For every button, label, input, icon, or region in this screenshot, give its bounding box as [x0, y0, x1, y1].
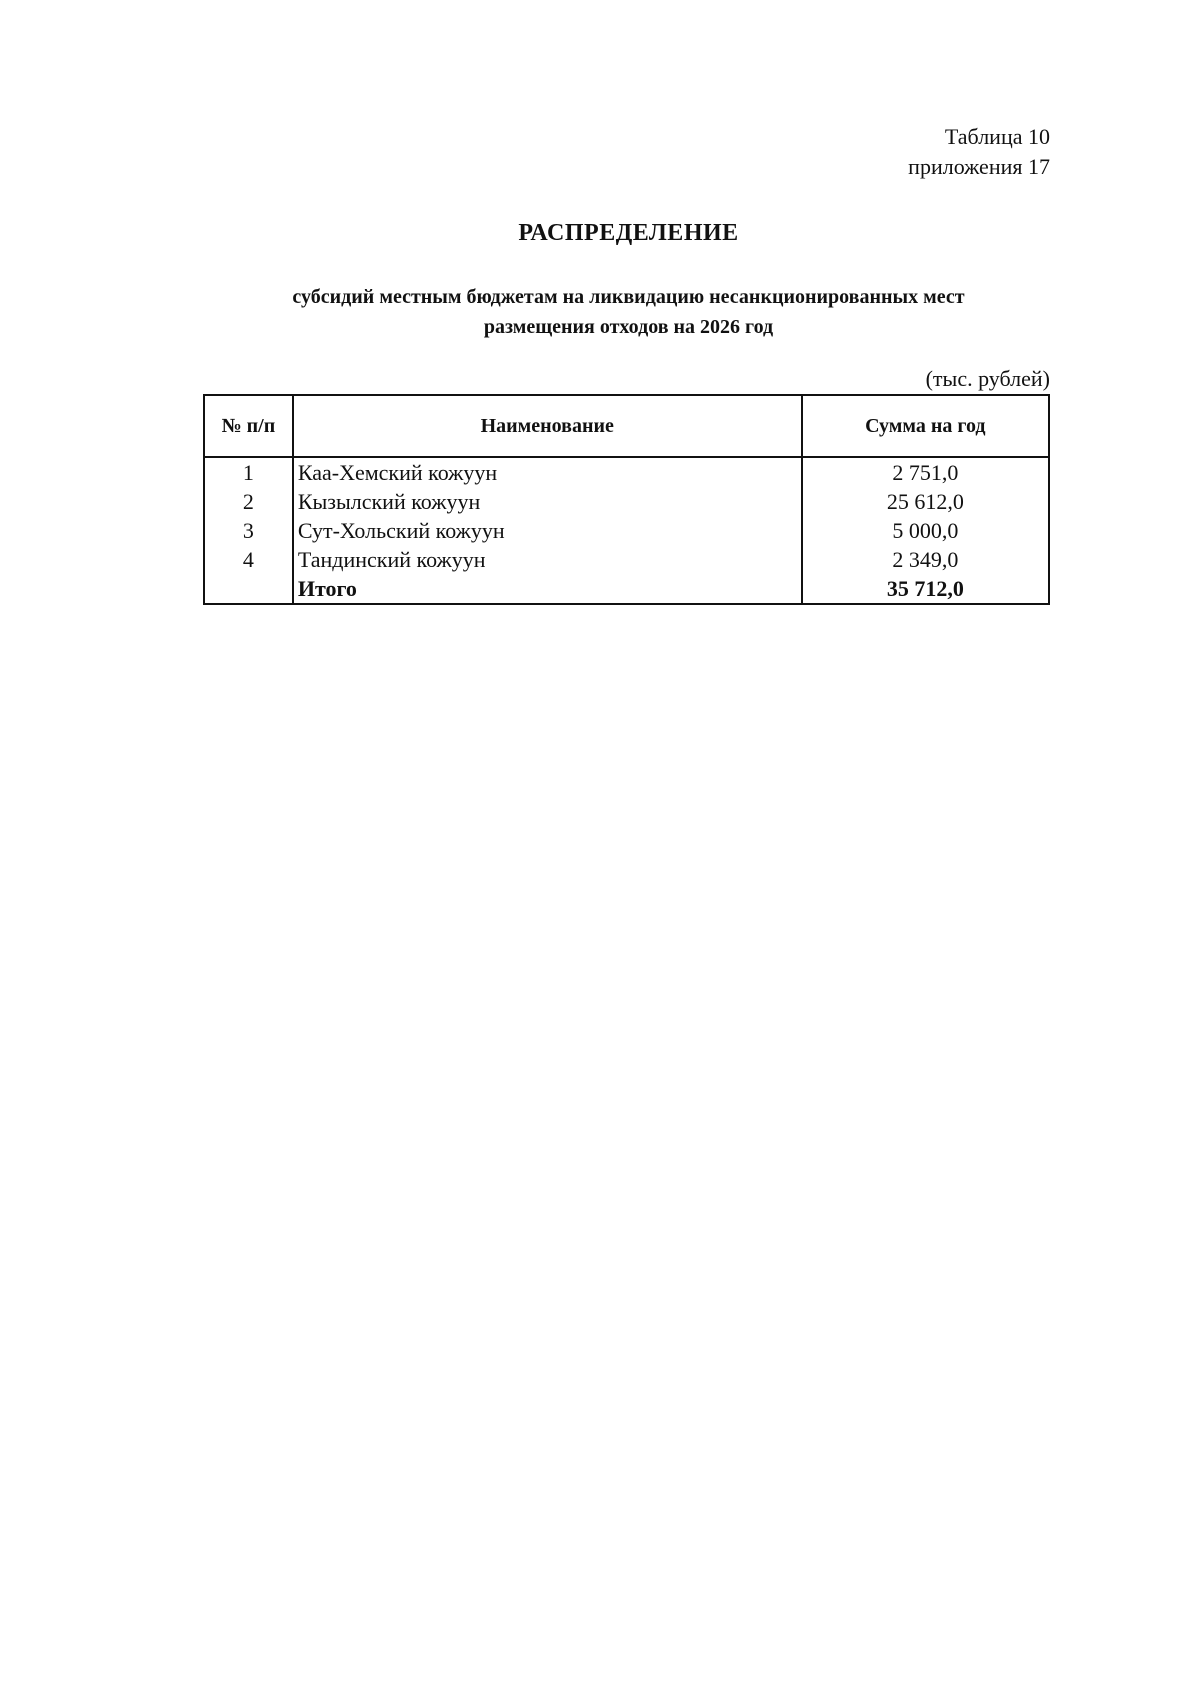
subtitle-line-2: размещения отходов на 2026 год	[483, 316, 774, 338]
subtitle-line-1: субсидий местным бюджетам на ликвидацию несанкционированных мест	[292, 286, 965, 308]
row-number: 4	[204, 545, 293, 574]
header-row-number: № п/п	[204, 395, 293, 457]
row-name: Каа-Хемский кожуун	[293, 457, 802, 487]
row-number: 3	[204, 516, 293, 545]
table-row	[204, 457, 1049, 487]
total-sum: 35 712,0	[802, 574, 1049, 604]
document-subtitle	[0, 282, 1200, 342]
row-number: 1	[204, 457, 293, 487]
table-row	[204, 487, 1049, 516]
total-label: Итого	[293, 574, 802, 604]
table-row	[204, 516, 1049, 545]
row-name: Кызылский кожуун	[293, 487, 802, 516]
units-label: (тыс. рублей)	[925, 366, 1050, 391]
row-name: Сут-Хольский кожуун	[293, 516, 802, 545]
total-row	[204, 574, 1049, 604]
total-row-number	[204, 574, 293, 604]
table-header-row	[204, 395, 1049, 457]
table-number-label: Таблица 10	[944, 124, 1050, 149]
appendix-number-label: приложения 17	[908, 154, 1050, 179]
row-name: Тандинский кожуун	[293, 545, 802, 574]
budget-distribution-table	[203, 394, 1050, 605]
row-sum: 5 000,0	[802, 516, 1049, 545]
row-sum: 2 751,0	[802, 457, 1049, 487]
table-row	[204, 545, 1049, 574]
table-reference-note	[908, 122, 1050, 182]
row-sum: 25 612,0	[802, 487, 1049, 516]
row-number: 2	[204, 487, 293, 516]
row-sum: 2 349,0	[802, 545, 1049, 574]
document-title: РАСПРЕДЕЛЕНИЕ	[518, 220, 739, 246]
header-annual-sum: Сумма на год	[802, 395, 1049, 457]
header-name: Наименование	[293, 395, 802, 457]
